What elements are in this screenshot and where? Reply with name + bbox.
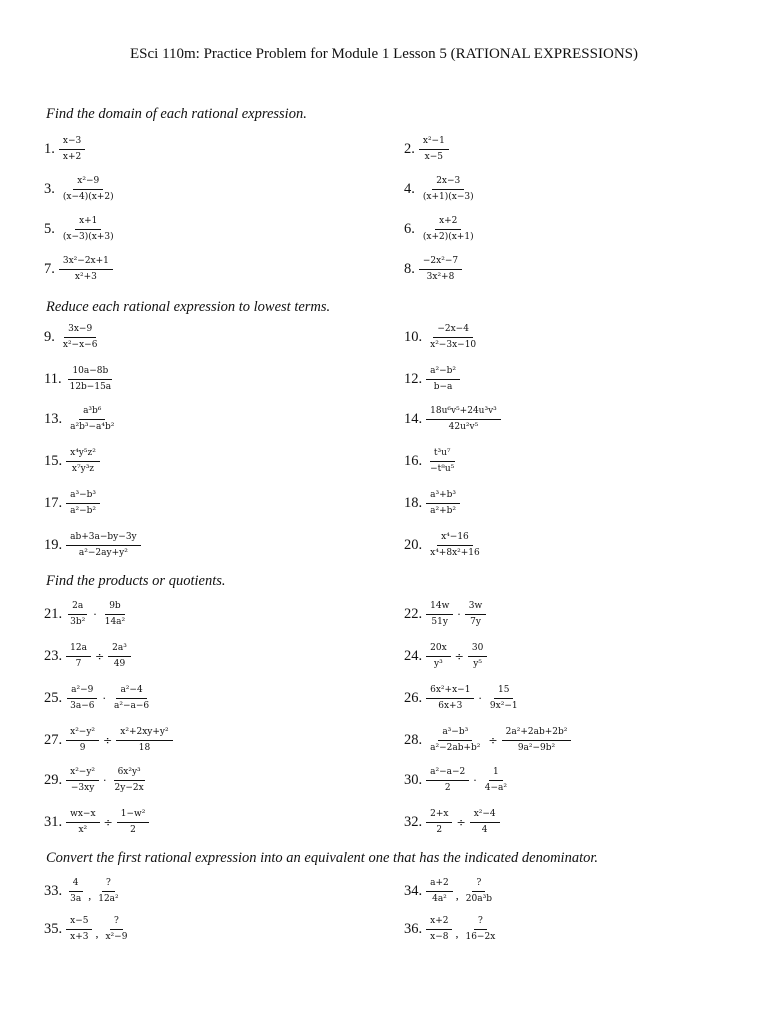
separator: , <box>455 887 459 902</box>
fraction <box>94 878 122 904</box>
fraction <box>117 809 150 835</box>
problem-number: 7. <box>44 260 55 277</box>
numerator: ab+3a−by−3y <box>66 532 141 546</box>
problem-number: 23. <box>44 647 63 664</box>
problem-number: 17. <box>44 494 63 511</box>
numerator: a²−b² <box>426 366 460 380</box>
denominator: −3xy <box>70 783 95 793</box>
numerator: 2x−3 <box>432 176 464 190</box>
numerator: a³−b³ <box>438 727 472 741</box>
denominator: x²−9 <box>105 932 128 942</box>
operator: ÷ <box>103 815 113 829</box>
problem <box>404 448 460 474</box>
denominator: b−a <box>433 382 453 392</box>
problem <box>404 136 451 162</box>
fraction <box>59 136 85 162</box>
section-instruction-convert: Convert the first rational expression into an equivalent one that has the indicated denominator. <box>46 850 599 866</box>
numerator: ? <box>472 878 485 892</box>
problem-number: 12. <box>404 370 423 387</box>
numerator: a²−a−2 <box>426 767 469 781</box>
numerator: x+1 <box>75 216 101 230</box>
problem <box>44 601 131 627</box>
operator: · <box>102 691 106 705</box>
fraction <box>101 916 131 942</box>
problem <box>44 643 133 669</box>
fraction <box>426 643 451 669</box>
problem-number: 13. <box>44 410 63 427</box>
problem <box>404 216 480 242</box>
operator: · <box>457 607 461 621</box>
denominator: 16−2x <box>465 932 496 942</box>
numerator: a³+b³ <box>426 490 460 504</box>
numerator: 2a <box>68 601 87 615</box>
fraction <box>59 256 113 282</box>
problem-number: 9. <box>44 328 55 345</box>
fraction <box>108 643 131 669</box>
numerator: 15 <box>494 685 513 699</box>
numerator: 14w <box>426 601 453 615</box>
fraction <box>66 366 116 392</box>
numerator: 18u⁶v⁵+24u³v³ <box>426 406 501 420</box>
numerator: x⁴−16 <box>437 532 473 546</box>
denominator: 49 <box>113 659 126 669</box>
denominator: 51y <box>431 617 448 627</box>
operator: ÷ <box>94 649 105 663</box>
fraction <box>426 601 453 627</box>
numerator: 2+x <box>426 809 452 823</box>
problem <box>404 324 482 350</box>
fraction <box>59 216 118 242</box>
denominator: 2 <box>444 783 451 793</box>
problem-number: 25. <box>44 689 63 706</box>
denominator: 4a² <box>432 894 447 904</box>
denominator: 2 <box>436 825 443 835</box>
denominator: x+3 <box>70 932 89 942</box>
denominator: 2y−2x <box>114 783 144 793</box>
problem <box>44 878 125 904</box>
denominator: 42u²v⁵ <box>448 422 479 432</box>
fraction <box>426 324 480 350</box>
problem <box>44 767 150 793</box>
denominator: a²−a−6 <box>113 701 150 711</box>
numerator: x²−1 <box>419 136 449 150</box>
numerator: x−5 <box>66 916 92 930</box>
numerator: a²−9 <box>67 685 97 699</box>
problem <box>404 256 464 282</box>
operator: · <box>93 607 97 621</box>
operator: · <box>103 773 107 787</box>
problem <box>44 406 120 432</box>
denominator: a²+b² <box>430 506 457 516</box>
fraction <box>426 916 452 942</box>
fraction <box>66 916 92 942</box>
numerator: t³u⁷ <box>430 448 455 462</box>
numerator: x²−y² <box>66 767 99 781</box>
problem-number: 19. <box>44 536 63 553</box>
fraction <box>426 490 460 516</box>
fraction <box>66 767 99 793</box>
fraction <box>66 490 100 516</box>
fraction <box>66 532 141 558</box>
problem-number: 28. <box>404 731 423 748</box>
separator: , <box>455 925 459 940</box>
denominator: x²+3 <box>74 272 97 282</box>
problem-number: 18. <box>404 494 423 511</box>
separator: , <box>95 925 99 940</box>
problem-number: 1. <box>44 140 55 157</box>
numerator: −2x−4 <box>433 324 473 338</box>
fraction <box>426 448 458 474</box>
operator: · <box>473 773 477 787</box>
fraction <box>468 643 487 669</box>
numerator: 20x <box>426 643 451 657</box>
fraction <box>66 727 99 753</box>
problem <box>404 601 488 627</box>
denominator: 9x²−1 <box>489 701 518 711</box>
problem-number: 32. <box>404 813 423 830</box>
numerator: 10a−8b <box>68 366 112 380</box>
problem-number: 29. <box>44 771 63 788</box>
problem <box>44 916 133 942</box>
problem <box>404 916 501 942</box>
problem-number: 20. <box>404 536 423 553</box>
problem <box>404 727 573 753</box>
fraction <box>502 727 572 753</box>
section-instruction-products: Find the products or quotients. <box>46 573 226 589</box>
numerator: 3w <box>465 601 486 615</box>
problem-number: 33. <box>44 882 63 899</box>
denominator: a²b³−a⁴b² <box>70 422 115 432</box>
denominator: y³ <box>434 659 443 669</box>
numerator: ? <box>102 878 115 892</box>
denominator: 20a³b <box>465 894 492 904</box>
problem-number: 34. <box>404 882 423 899</box>
problem-number: 5. <box>44 220 55 237</box>
denominator: a²−2ab+b² <box>430 743 481 753</box>
denominator: 6x+3 <box>438 701 463 711</box>
problem <box>404 176 480 202</box>
denominator: 18 <box>138 743 151 753</box>
fraction <box>426 532 484 558</box>
denominator: 9 <box>79 743 86 753</box>
fraction <box>59 324 102 350</box>
section-instruction-domain: Find the domain of each rational expression. <box>46 106 307 122</box>
fraction <box>470 809 500 835</box>
denominator: y⁵ <box>473 659 482 669</box>
problem-number: 35. <box>44 920 63 937</box>
problem-number: 24. <box>404 647 423 664</box>
problem-number: 21. <box>44 605 63 622</box>
denominator: x⁷y³z <box>71 464 95 474</box>
numerator: x²−9 <box>73 176 103 190</box>
fraction <box>111 767 148 793</box>
problem-number: 27. <box>44 731 63 748</box>
operator: ÷ <box>456 815 466 829</box>
fraction <box>426 767 469 793</box>
problem <box>44 448 102 474</box>
fraction <box>426 878 453 904</box>
numerator: 3x²−2x+1 <box>59 256 113 270</box>
numerator: 30 <box>468 643 487 657</box>
denominator: 4 <box>481 825 488 835</box>
numerator: x²−y² <box>66 727 99 741</box>
denominator: 7y <box>470 617 481 627</box>
problem-number: 14. <box>404 410 423 427</box>
numerator: wx−x <box>66 809 99 823</box>
denominator: 4−a² <box>484 783 508 793</box>
problem <box>404 809 502 835</box>
problem <box>44 216 120 242</box>
numerator: ? <box>110 916 123 930</box>
denominator: 3a <box>70 894 82 904</box>
denominator: 12a² <box>98 894 119 904</box>
numerator: 9b <box>105 601 125 615</box>
numerator: x+2 <box>435 216 461 230</box>
denominator: 12b−15a <box>69 382 112 392</box>
fraction <box>465 601 486 627</box>
problem <box>404 406 503 432</box>
fraction <box>426 685 474 711</box>
numerator: 1−w² <box>117 809 150 823</box>
numerator: 3x−9 <box>64 324 96 338</box>
denominator: x−5 <box>424 152 444 162</box>
problem-number: 30. <box>404 771 423 788</box>
fraction <box>462 878 496 904</box>
numerator: 6x²+x−1 <box>426 685 474 699</box>
numerator: 6x²y³ <box>114 767 145 781</box>
fraction <box>426 809 452 835</box>
denominator: a²−b² <box>70 506 97 516</box>
problem <box>404 366 462 392</box>
problem-number: 11. <box>44 370 62 387</box>
denominator: (x+1)(x−3) <box>422 192 474 202</box>
problem-number: 4. <box>404 180 415 197</box>
problem <box>44 176 120 202</box>
denominator: 7 <box>75 659 82 669</box>
denominator: a²−2ay+y² <box>78 548 128 558</box>
numerator: x+2 <box>426 916 452 930</box>
fraction <box>426 727 484 753</box>
denominator: x−8 <box>430 932 449 942</box>
problem <box>44 727 175 753</box>
fraction <box>110 685 153 711</box>
fraction <box>426 406 501 432</box>
denominator: x⁴+8x²+16 <box>430 548 480 558</box>
denominator: (x−3)(x+3) <box>62 232 114 242</box>
operator: ÷ <box>488 733 498 747</box>
separator: , <box>88 887 92 902</box>
problem-number: 31. <box>44 813 63 830</box>
problem <box>44 809 151 835</box>
denominator: x²−3x−10 <box>430 340 477 350</box>
problem <box>44 532 143 558</box>
problem <box>404 532 486 558</box>
problem <box>44 256 115 282</box>
problem-number: 15. <box>44 452 63 469</box>
numerator: ? <box>474 916 487 930</box>
denominator: (x+2)(x+1) <box>422 232 474 242</box>
section-instruction-reduce: Reduce each rational expression to lowest terms. <box>46 299 331 315</box>
denominator: x+2 <box>62 152 82 162</box>
problem <box>44 136 87 162</box>
denominator: 3a−6 <box>70 701 95 711</box>
problem <box>44 366 117 392</box>
fraction <box>66 448 100 474</box>
problem-number: 3. <box>44 180 55 197</box>
denominator: 3b² <box>70 617 86 627</box>
problem-number: 36. <box>404 920 423 937</box>
fraction <box>419 216 478 242</box>
numerator: 2a³ <box>108 643 131 657</box>
fraction <box>419 136 449 162</box>
problem-number: 2. <box>404 140 415 157</box>
fraction <box>426 366 460 392</box>
fraction <box>419 176 478 202</box>
denominator: −t⁸u⁵ <box>430 464 455 474</box>
problem <box>404 685 524 711</box>
problem-number: 26. <box>404 689 423 706</box>
denominator: 9a²−9b² <box>517 743 556 753</box>
fraction <box>66 601 89 627</box>
operator: ÷ <box>454 649 464 663</box>
problem <box>404 643 489 669</box>
fraction <box>66 406 118 432</box>
fraction <box>486 685 522 711</box>
numerator: −2x²−7 <box>419 256 462 270</box>
numerator: a+2 <box>426 878 453 892</box>
denominator: 14a² <box>104 617 126 627</box>
operator: ÷ <box>103 733 113 747</box>
fraction <box>419 256 462 282</box>
problem-number: 6. <box>404 220 415 237</box>
denominator: x²−x−6 <box>62 340 98 350</box>
problem-number: 16. <box>404 452 423 469</box>
numerator: 1 <box>489 767 503 781</box>
numerator: x²−4 <box>470 809 500 823</box>
problem <box>404 878 498 904</box>
fraction <box>461 916 499 942</box>
fraction <box>481 767 511 793</box>
problem-number: 10. <box>404 328 423 345</box>
fraction <box>66 643 91 669</box>
page-title: ESci 110m: Practice Problem for Module 1 Lesson 5 (RATIONAL EXPRESSIONS) <box>129 46 638 62</box>
problem-number: 22. <box>404 605 423 622</box>
problem-number: 8. <box>404 260 415 277</box>
numerator: x²+2xy+y² <box>116 727 172 741</box>
problem <box>404 767 513 793</box>
numerator: a²−4 <box>116 685 146 699</box>
numerator: 12a <box>66 643 91 657</box>
numerator: a³−b³ <box>66 490 100 504</box>
numerator: 4 <box>69 878 83 892</box>
numerator: 2a²+2ab+2b² <box>502 727 572 741</box>
numerator: a³b⁶ <box>79 406 105 420</box>
denominator: x² <box>78 825 88 835</box>
fraction <box>116 727 172 753</box>
problem <box>44 685 155 711</box>
problem <box>404 490 462 516</box>
numerator: x−3 <box>59 136 85 150</box>
denominator: 2 <box>130 825 136 835</box>
fraction <box>59 176 118 202</box>
problem <box>44 324 103 350</box>
fraction <box>66 878 85 904</box>
denominator: (x−4)(x+2) <box>62 192 114 202</box>
denominator: 3x²+8 <box>426 272 455 282</box>
fraction <box>66 685 98 711</box>
fraction <box>101 601 129 627</box>
operator: · <box>478 691 482 705</box>
numerator: x⁴y⁵z² <box>66 448 100 462</box>
problem <box>44 490 102 516</box>
fraction <box>66 809 99 835</box>
